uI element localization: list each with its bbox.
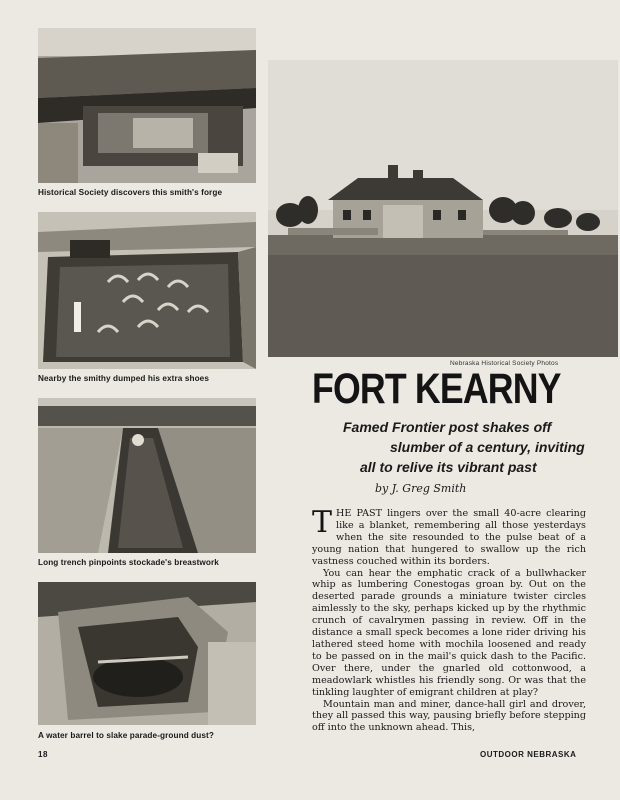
article-subtitle-line: Famed Frontier post shakes off (343, 419, 552, 435)
drop-cap: T (312, 505, 333, 540)
photo-caption: Nearby the smithy dumped his extra shoes (38, 374, 209, 383)
photo-caption: Historical Society discovers this smith's forge (38, 188, 223, 197)
forge-excavation-photo (38, 28, 256, 183)
byline: by J. Greg Smith (375, 482, 467, 495)
photo-credit: Nebraska Historical Society Photos (450, 360, 559, 367)
trench-photo (38, 398, 256, 553)
photo-caption: A water barrel to slake parade-ground dust? (38, 731, 214, 740)
photo-caption: Long trench pinpoints stockade's breastwork (38, 558, 219, 567)
water-barrel-photo (38, 582, 256, 725)
magazine-name: OUTDOOR NEBRASKA (480, 750, 577, 759)
article-subtitle-line: slumber of a century, inviting (390, 439, 585, 455)
article-subtitle-line: all to relive its vibrant past (360, 459, 537, 475)
article-paragraph: You can hear the emphatic crack of a bullwhacker whip as lumbering Conestogas groan by. Out on the deserted parade grounds a miniature twister circles aimlessly to the sky, perhaps kicked up by the rhythmic crunch of cavalrymen passing in review. Off in the distance a small speck becomes a lone rider driving his lathered steed home with mochila loosened and ready to be passed on in the mail's quick dash to the Pacific. Over there, under the gnarled old cottonwood, a meadowlark whistles his friendly song. Or was that the tinkling laughter of emigrant children at play? (312, 567, 586, 698)
page-number: 18 (38, 750, 48, 759)
article-body (312, 505, 586, 734)
article-title: FORT KEARNY (312, 365, 561, 413)
fort-building-photo (268, 60, 618, 357)
article-paragraph: THE PAST lingers over the small 40-acre clearing like a blanket, remembering all those yesterdays when the site resounded to the pulse beat of a young nation that hungered to swallow up the rich vastness couched within its borders. (312, 505, 586, 567)
article-paragraph: Mountain man and miner, dance-hall girl and drover, they all passed this way, pausing briefly before stepping off into the unknown ahead. This, (312, 698, 586, 734)
horseshoes-pit-photo (38, 212, 256, 369)
